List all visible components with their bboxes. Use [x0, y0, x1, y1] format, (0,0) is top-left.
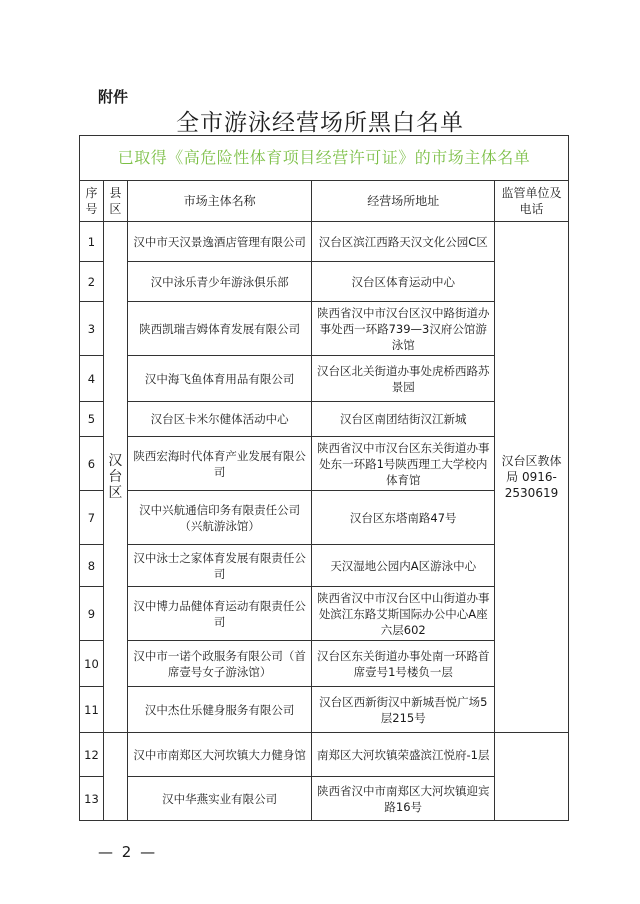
address-cell: 陕西省汉中市汉台区汉中路街道办事处西一环路739—3汉府公馆游泳馆: [312, 302, 495, 356]
address-cell: 天汉湿地公园内A区游泳中心: [312, 545, 495, 587]
entity-name-cell: 陕西宏海时代体育产业发展有限公司: [127, 437, 312, 491]
row-number: 7: [80, 491, 104, 545]
county-cell: [103, 733, 127, 821]
address-cell: 汉台区东塔南路47号: [312, 491, 495, 545]
entity-name-cell: 汉中杰仕乐健身服务有限公司: [127, 687, 312, 733]
entity-name-cell: 汉中市南郑区大河坎镇大力健身馆: [127, 733, 312, 777]
row-number: 1: [80, 222, 104, 262]
entity-name-cell: 汉台区卡米尔健体活动中心: [127, 402, 312, 437]
table-row: [80, 733, 569, 777]
address-cell: 汉台区东关街道办事处南一环路首席壹号1号楼负一层: [312, 641, 495, 687]
column-header-entity-name: 市场主体名称: [127, 181, 312, 222]
address-cell: 陕西省汉中市南郑区大河坎镇迎宾路16号: [312, 777, 495, 821]
entity-name-cell: 汉中泳乐青少年游泳俱乐部: [127, 262, 312, 302]
address-cell: 汉台区西新街汉中新城吾悦广场5层215号: [312, 687, 495, 733]
entity-name-cell: 汉中兴航通信印务有限责任公司（兴航游泳馆）: [127, 491, 312, 545]
table-banner: 已取得《高危险性体育项目经营许可证》的市场主体名单: [80, 136, 569, 181]
entity-name-cell: 汉中市天汉景逸酒店管理有限公司: [127, 222, 312, 262]
entity-name-cell: 汉中泳士之家体育发展有限责任公司: [127, 545, 312, 587]
row-number: 11: [80, 687, 104, 733]
address-cell: 陕西省汉中市汉台区中山街道办事处滨江东路艾斯国际办公中心A座六层602: [312, 587, 495, 641]
row-number: 9: [80, 587, 104, 641]
county-cell: [103, 222, 127, 733]
address-cell: 汉台区南团结街汉江新城: [312, 402, 495, 437]
entity-name-cell: 汉中市一诺个政服务有限公司（首席壹号女子游泳馆）: [127, 641, 312, 687]
column-header-address: 经营场所地址: [312, 181, 495, 222]
county-label: 汉台区: [108, 453, 123, 501]
supervisor-cell: [495, 733, 569, 821]
entity-name-cell: 汉中华燕实业有限公司: [127, 777, 312, 821]
document-title: 全市游泳经营场所黑白名单: [176, 110, 464, 136]
column-header-county: 县区: [103, 181, 127, 222]
address-cell: 南郑区大河坎镇荣盛滨江悦府-1层: [312, 733, 495, 777]
supervisor-cell: 汉台区教体局 0916-2530619: [495, 222, 569, 733]
address-cell: 汉台区体育运动中心: [312, 262, 495, 302]
column-header-supervisor: 监管单位及电话: [495, 181, 569, 222]
table-row: [80, 222, 569, 262]
row-number: 8: [80, 545, 104, 587]
address-cell: 汉台区滨江西路天汉文化公园C区: [312, 222, 495, 262]
row-number: 13: [80, 777, 104, 821]
swimming-venue-table: [79, 135, 569, 821]
row-number: 2: [80, 262, 104, 302]
row-number: 6: [80, 437, 104, 491]
row-number: 4: [80, 356, 104, 402]
entity-name-cell: 汉中海飞鱼体育用品有限公司: [127, 356, 312, 402]
page-number: — 2 —: [98, 843, 158, 861]
column-header-number: 序号: [80, 181, 104, 222]
row-number: 12: [80, 733, 104, 777]
table-header-row: [80, 181, 569, 222]
entity-name-cell: 汉中博力品健体育运动有限责任公司: [127, 587, 312, 641]
attachment-label: 附件: [98, 88, 129, 106]
row-number: 5: [80, 402, 104, 437]
row-number: 3: [80, 302, 104, 356]
address-cell: 汉台区北关街道办事处虎桥西路苏景园: [312, 356, 495, 402]
table-body: [80, 222, 569, 821]
row-number: 10: [80, 641, 104, 687]
address-cell: 陕西省汉中市汉台区东关街道办事处东一环路1号陕西理工大学校内体育馆: [312, 437, 495, 491]
entity-name-cell: 陕西凯瑞吉姆体育发展有限公司: [127, 302, 312, 356]
